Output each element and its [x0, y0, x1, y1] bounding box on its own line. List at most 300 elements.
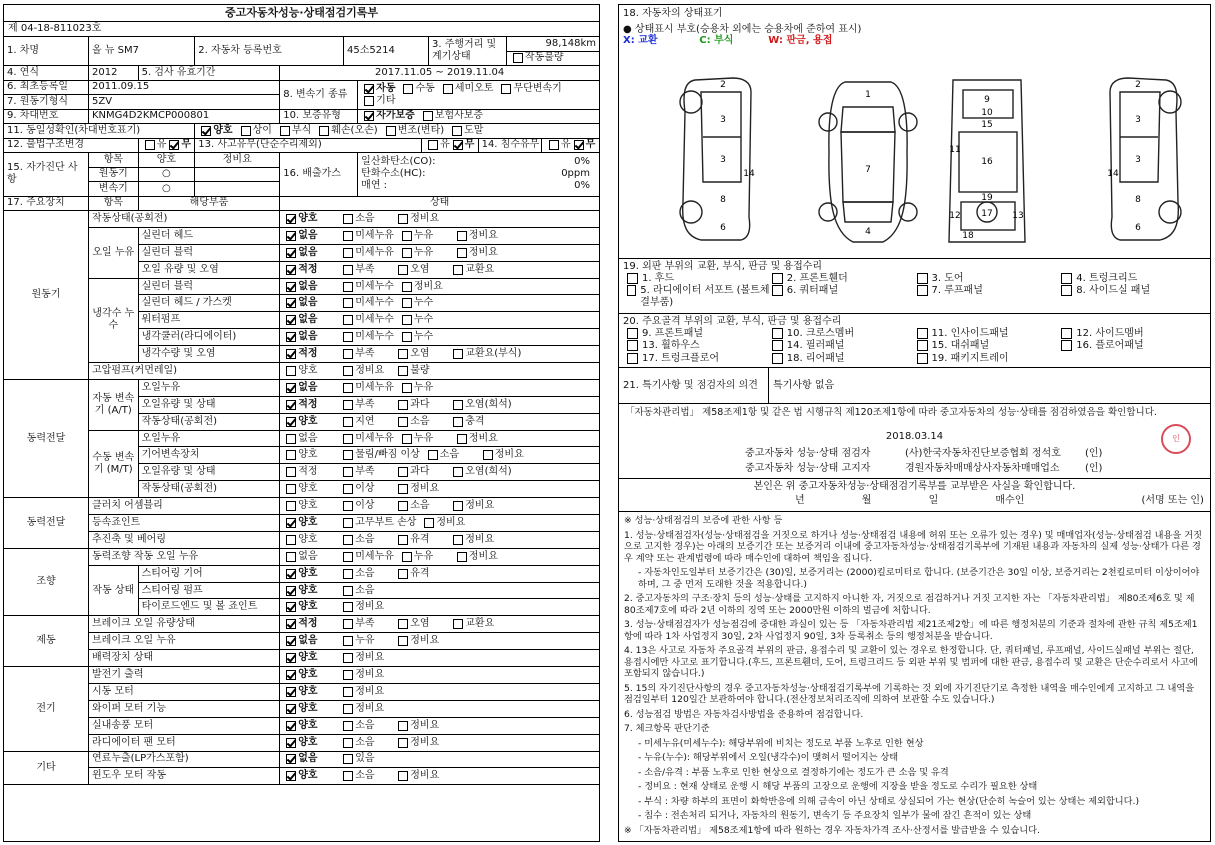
state-checkbox[interactable] — [286, 434, 296, 444]
state-option[interactable]: 교환요 — [450, 618, 500, 630]
state-option[interactable]: 양호 — [283, 770, 335, 782]
state-checkbox[interactable] — [398, 484, 408, 494]
state-checkbox[interactable] — [343, 738, 353, 748]
state-checkbox[interactable] — [286, 366, 296, 376]
state-option[interactable]: 오염(희석) — [450, 466, 511, 478]
state-option[interactable]: 누수 — [399, 314, 449, 326]
state-option[interactable]: 누유 — [399, 382, 449, 394]
state-option[interactable]: 부족 — [340, 348, 390, 360]
state-checkbox[interactable] — [343, 467, 353, 477]
state-checkbox[interactable] — [343, 721, 353, 731]
state-checkbox[interactable] — [343, 670, 353, 680]
state-option[interactable]: 정비요 — [340, 365, 390, 377]
receipt-buyer: 매수인 — [995, 494, 1025, 506]
state-option[interactable]: 오염 — [395, 348, 445, 360]
state-checkbox[interactable] — [453, 417, 463, 427]
s19-item-checkbox[interactable] — [917, 273, 928, 284]
state-checkbox[interactable] — [398, 265, 408, 275]
state-checkbox[interactable] — [286, 450, 296, 460]
state-checkbox[interactable] — [286, 771, 296, 781]
state-option[interactable]: 소음 — [340, 534, 390, 546]
state-checkbox[interactable] — [398, 619, 408, 629]
state-option[interactable]: 양호 — [283, 703, 335, 715]
state-checkbox[interactable] — [286, 332, 296, 342]
state-checkbox[interactable] — [343, 349, 353, 359]
state-option[interactable]: 정비요 — [454, 247, 504, 259]
s20-item-checkbox[interactable] — [917, 340, 928, 351]
state-checkbox[interactable] — [286, 738, 296, 748]
s19-item-checkbox[interactable] — [627, 273, 638, 284]
state-option[interactable]: 소음 — [340, 737, 390, 749]
state-checkbox[interactable] — [343, 400, 353, 410]
state-option[interactable]: 고무부트 손상 — [340, 517, 416, 529]
state-option[interactable]: 과다 — [395, 399, 445, 411]
state-checkbox[interactable] — [286, 569, 296, 579]
state-checkbox[interactable] — [343, 282, 353, 292]
state-option[interactable]: 충격 — [450, 416, 500, 428]
state-checkbox[interactable] — [402, 383, 412, 393]
state-option[interactable]: 없음 — [283, 331, 335, 343]
id-altered[interactable]: 변조(변타) — [383, 125, 444, 137]
state-checkbox[interactable] — [286, 417, 296, 427]
state-option[interactable]: 양호 — [283, 652, 335, 664]
gauge-fault-opt[interactable]: 작동불량 — [507, 52, 599, 67]
state-option[interactable]: 미세누유 — [340, 551, 394, 563]
state-checkbox[interactable] — [343, 366, 353, 376]
s19-item[interactable]: 8. 사이드실 패널 — [1061, 285, 1206, 308]
state-checkbox[interactable] — [398, 721, 408, 731]
s20-item-checkbox[interactable] — [772, 340, 783, 351]
state-checkbox[interactable] — [343, 450, 353, 460]
s19-item[interactable]: 1. 후드 — [627, 273, 772, 285]
s19-item[interactable]: 5. 라디에이터 서포트 (볼트체결부품) — [627, 285, 772, 308]
state-checkbox[interactable] — [402, 552, 412, 562]
s19-item[interactable]: 4. 트렁크리드 — [1061, 273, 1206, 285]
state-checkbox[interactable] — [343, 315, 353, 325]
state-option[interactable]: 적정 — [283, 466, 335, 478]
state-option[interactable]: 누수 — [399, 297, 449, 309]
state-option[interactable]: 양호 — [283, 449, 335, 461]
s19-item-checkbox[interactable] — [917, 285, 928, 296]
state-checkbox[interactable] — [286, 265, 296, 275]
s20-item[interactable]: 10. 크로스멤버 — [772, 328, 917, 340]
warranty-self[interactable]: 자가보증 — [361, 110, 415, 122]
state-option[interactable]: 소음 — [340, 720, 390, 732]
s20-item-checkbox[interactable] — [772, 353, 783, 364]
state-checkbox[interactable] — [286, 636, 296, 646]
s19-item[interactable]: 7. 루프패널 — [917, 285, 1062, 308]
label-validity: 5. 검사 유효기간 — [139, 66, 281, 81]
state-option[interactable]: 양호 — [283, 568, 335, 580]
state-option[interactable]: 양호 — [283, 669, 335, 681]
state-option[interactable]: 교환요(부식) — [450, 348, 521, 360]
state-checkbox[interactable] — [343, 586, 353, 596]
num-left-14: 14 — [743, 168, 755, 179]
state-checkbox[interactable] — [343, 265, 353, 275]
s19-item-checkbox[interactable] — [1061, 285, 1072, 296]
state-option[interactable]: 소음 — [395, 416, 445, 428]
gauge-fault-checkbox[interactable] — [513, 53, 523, 63]
state-option[interactable]: 양호 — [283, 500, 335, 512]
state-checkbox[interactable] — [343, 687, 353, 697]
state-checkbox[interactable] — [398, 535, 408, 545]
state-option[interactable]: 정비요 — [395, 737, 445, 749]
state-checkbox[interactable] — [343, 569, 353, 579]
state-checkbox[interactable] — [286, 467, 296, 477]
s20-item-checkbox[interactable] — [1061, 328, 1072, 339]
state-checkbox[interactable] — [286, 653, 296, 663]
state-checkbox[interactable] — [343, 248, 353, 258]
state-option[interactable]: 부족 — [340, 399, 390, 411]
state-checkbox[interactable] — [453, 349, 463, 359]
state-option[interactable]: 적정 — [283, 399, 335, 411]
s20-item[interactable]: 14. 필러패널 — [772, 340, 917, 352]
state-checkbox[interactable] — [343, 704, 353, 714]
state-option[interactable]: 소음 — [425, 449, 475, 461]
state-checkbox[interactable] — [398, 738, 408, 748]
state-option[interactable]: 양호 — [283, 483, 335, 495]
state-checkbox[interactable] — [457, 434, 467, 444]
trans-auto[interactable]: 자동 — [361, 83, 395, 95]
state-option[interactable]: 양호 — [283, 416, 335, 428]
state-checkbox[interactable] — [286, 721, 296, 731]
state-option[interactable]: 정비요 — [454, 551, 504, 563]
s20-item-checkbox[interactable] — [1061, 340, 1072, 351]
device-part: 오일누유 — [139, 380, 281, 397]
state-checkbox[interactable] — [286, 535, 296, 545]
state-checkbox[interactable] — [424, 518, 434, 528]
state-option[interactable]: 없음 — [283, 297, 335, 309]
state-checkbox[interactable] — [286, 704, 296, 714]
state-checkbox[interactable] — [398, 400, 408, 410]
state-checkbox[interactable] — [398, 366, 408, 376]
receipt-year: 년 — [795, 494, 805, 506]
state-option[interactable]: 정비요 — [395, 213, 445, 225]
page-title: 중고자동차성능·상태점검기록부 — [4, 5, 599, 22]
self-head-repair: 정비요 — [195, 153, 280, 168]
state-option[interactable]: 정비요 — [340, 686, 390, 698]
state-checkbox[interactable] — [453, 535, 463, 545]
state-checkbox[interactable] — [398, 214, 408, 224]
state-option[interactable]: 소음 — [340, 770, 390, 782]
state-checkbox[interactable] — [453, 265, 463, 275]
state-option[interactable]: 유격 — [395, 568, 445, 580]
num-left-3b: 3 — [720, 154, 726, 165]
state-checkbox[interactable] — [286, 670, 296, 680]
state-option[interactable]: 양호 — [283, 686, 335, 698]
state-option[interactable]: 없음 — [283, 230, 335, 242]
device-part: 라디에이터 팬 모터 — [89, 735, 280, 752]
state-checkbox[interactable] — [398, 349, 408, 359]
state-option[interactable]: 정비요 — [340, 669, 390, 681]
s19-item[interactable]: 2. 프론트휀더 — [772, 273, 917, 285]
note-line: - 정비요 : 현재 상태로 운행 시 해당 부품의 고장으로 운행에 지장을 받을 정도로 수리가 필요한 상태 — [638, 781, 1038, 792]
legend — [623, 35, 1206, 47]
trans-semi[interactable]: 세미오토 — [440, 83, 494, 95]
s19-item-checkbox[interactable] — [772, 285, 783, 296]
state-checkbox[interactable] — [286, 315, 296, 325]
state-checkbox[interactable] — [343, 434, 353, 444]
state-checkbox[interactable] — [402, 248, 412, 258]
state-checkbox[interactable] — [398, 771, 408, 781]
state-option[interactable]: 양호 — [283, 720, 335, 732]
state-option[interactable]: 누유 — [340, 635, 390, 647]
state-option[interactable]: 없음 — [283, 753, 335, 765]
id-good[interactable]: 양호 — [198, 125, 232, 137]
state-option[interactable]: 이상 — [340, 483, 390, 495]
state-checkbox[interactable] — [453, 501, 463, 511]
note-line: 2. 중고자동차의 구조·장치 등의 성능·상태를 고지하지 아니한 자, 거짓으로 점검하거나 거짓 고지한 자는 「자동차관리법」 제80조제6호 및 제80조제7호에 따라 2년 이하의 징역 또는 2000만원 이하의 벌금에 처합니다. — [624, 593, 1195, 616]
state-checkbox[interactable] — [453, 400, 463, 410]
state-option[interactable]: 오염 — [395, 264, 445, 276]
state-option[interactable]: 미세누수 — [340, 331, 394, 343]
car-diagram — [623, 49, 1206, 255]
state-checkbox[interactable] — [343, 535, 353, 545]
s20-item[interactable]: 12. 사이드멤버 — [1061, 328, 1206, 340]
state-option[interactable]: 물림/빠짐 이상 — [340, 449, 420, 461]
state-checkbox[interactable] — [457, 231, 467, 241]
s20-item-checkbox[interactable] — [772, 328, 783, 339]
state-option[interactable]: 미세누유 — [340, 247, 394, 259]
device-part: 배력장치 상태 — [89, 650, 280, 667]
confirm-section — [619, 404, 1210, 479]
s19-item[interactable]: 3. 도어 — [917, 273, 1062, 285]
state-checkbox[interactable] — [343, 231, 353, 241]
s20-item[interactable]: 11. 인사이드패널 — [917, 328, 1062, 340]
state-option[interactable]: 양호 — [283, 601, 335, 613]
state-option[interactable]: 적정 — [283, 348, 335, 360]
state-option[interactable]: 이상 — [340, 500, 390, 512]
state-option[interactable]: 부족 — [340, 264, 390, 276]
state-checkbox[interactable] — [286, 518, 296, 528]
state-option[interactable]: 소음 — [340, 213, 390, 225]
state-checkbox[interactable] — [398, 467, 408, 477]
id-corrosion[interactable]: 부식 — [277, 125, 311, 137]
state-checkbox[interactable] — [286, 586, 296, 596]
device-part: 브레이크 오일 누유 — [89, 633, 280, 650]
state-option[interactable]: 있음 — [340, 753, 390, 765]
state-checkbox[interactable] — [286, 552, 296, 562]
state-checkbox[interactable] — [286, 619, 296, 629]
state-option[interactable]: 적정 — [283, 264, 335, 276]
state-checkbox[interactable] — [286, 754, 296, 764]
state-checkbox[interactable] — [343, 602, 353, 612]
state-option[interactable]: 정비요 — [399, 281, 449, 293]
state-checkbox[interactable] — [286, 282, 296, 292]
state-option[interactable]: 소음 — [340, 568, 390, 580]
state-option[interactable]: 부족 — [340, 618, 390, 630]
state-option[interactable]: 정비요 — [395, 770, 445, 782]
state-checkbox[interactable] — [402, 282, 412, 292]
state-option[interactable]: 정비요 — [395, 483, 445, 495]
state-checkbox[interactable] — [286, 400, 296, 410]
state-option[interactable]: 양호 — [283, 517, 335, 529]
state-option[interactable]: 정비요 — [340, 601, 390, 613]
state-option[interactable]: 과다 — [395, 466, 445, 478]
state-option[interactable]: 소음 — [395, 500, 445, 512]
state-option[interactable]: 미세누수 — [340, 314, 394, 326]
s20-item[interactable]: 16. 플로어패널 — [1061, 340, 1206, 352]
num-right-8: 8 — [1135, 194, 1141, 205]
state-checkbox[interactable] — [343, 383, 353, 393]
state-option[interactable]: 미세누수 — [340, 297, 394, 309]
trans-manual[interactable]: 수동 — [400, 83, 434, 95]
s20-item-checkbox[interactable] — [627, 340, 638, 351]
state-option[interactable]: 없음 — [283, 281, 335, 293]
state-checkbox[interactable] — [402, 332, 412, 342]
state-checkbox[interactable] — [343, 417, 353, 427]
s20-item-checkbox[interactable] — [917, 353, 928, 364]
state-option[interactable]: 불량 — [395, 365, 445, 377]
state-option[interactable]: 없음 — [283, 551, 335, 563]
validity: 2017.11.05 ~ 2019.11.04 — [280, 66, 599, 81]
state-checkbox[interactable] — [398, 501, 408, 511]
state-option[interactable]: 오염(희석) — [450, 399, 511, 411]
state-checkbox[interactable] — [343, 636, 353, 646]
state-option[interactable]: 정비요 — [454, 433, 504, 445]
state-option[interactable]: 부족 — [340, 466, 390, 478]
state-option[interactable]: 미세누유 — [340, 230, 394, 242]
state-option[interactable]: 없음 — [283, 382, 335, 394]
state-checkbox[interactable] — [343, 214, 353, 224]
id-damage[interactable]: 훼손(오손) — [316, 125, 377, 137]
id-painted[interactable]: 도말 — [449, 125, 483, 137]
state-option[interactable]: 정비요 — [480, 449, 530, 461]
state-checkbox[interactable] — [343, 298, 353, 308]
state-option[interactable]: 정비요 — [450, 534, 500, 546]
state-option[interactable]: 없음 — [283, 433, 335, 445]
state-checkbox[interactable] — [343, 771, 353, 781]
state-option[interactable]: 정비요 — [340, 652, 390, 664]
state-option[interactable]: 없음 — [283, 635, 335, 647]
state-checkbox[interactable] — [428, 450, 438, 460]
main-head-state: 상태 — [280, 197, 599, 212]
s20-item[interactable]: 9. 프론트패널 — [627, 328, 772, 340]
state-option[interactable]: 정비요 — [395, 720, 445, 732]
state-checkbox[interactable] — [457, 552, 467, 562]
device-part: 오일 유량 및 오염 — [139, 262, 281, 279]
note-line: 6. 성능점검 방법은 자동차검사방법을 준용하여 점검합니다. — [624, 708, 864, 720]
state-option[interactable]: 정비요 — [454, 230, 504, 242]
state-checkbox[interactable] — [398, 569, 408, 579]
state-option[interactable]: 오염 — [395, 618, 445, 630]
s20-item[interactable]: 13. 휠하우스 — [627, 340, 772, 352]
state-option[interactable]: 정비요 — [450, 500, 500, 512]
state-option[interactable]: 양호 — [283, 737, 335, 749]
id-diff[interactable]: 상이 — [238, 125, 272, 137]
device-state-options — [280, 346, 599, 363]
state-option[interactable]: 미세누유 — [340, 433, 394, 445]
state-checkbox[interactable] — [343, 501, 353, 511]
state-checkbox[interactable] — [343, 653, 353, 663]
state-checkbox[interactable] — [483, 450, 493, 460]
state-checkbox[interactable] — [457, 248, 467, 258]
state-checkbox[interactable] — [343, 518, 353, 528]
label-self-diag: 15. 자가진단 사항 — [4, 153, 89, 197]
note-line: - 부식 : 차량 하부의 표면이 화학반응에 의해 금속이 아닌 상태로 상실되어 가는 현상(단순히 녹슬어 있는 상태는 제외합니다.) — [638, 795, 1140, 807]
warranty-insurer[interactable]: 보험사보증 — [420, 110, 483, 122]
device-state-options — [280, 397, 599, 414]
state-checkbox[interactable] — [398, 417, 408, 427]
state-checkbox[interactable] — [286, 687, 296, 697]
s19-item-checkbox[interactable] — [627, 285, 636, 296]
device-state-options — [280, 532, 599, 549]
state-checkbox[interactable] — [286, 298, 296, 308]
state-checkbox[interactable] — [286, 501, 296, 511]
device-subgroup: 오일 누유 — [89, 228, 139, 279]
state-option[interactable]: 정비요 — [340, 703, 390, 715]
state-checkbox[interactable] — [402, 434, 412, 444]
state-checkbox[interactable] — [398, 636, 408, 646]
state-option[interactable]: 소음 — [340, 585, 390, 597]
section-19 — [619, 259, 1210, 314]
state-option[interactable]: 유격 — [395, 534, 445, 546]
state-checkbox[interactable] — [343, 484, 353, 494]
state-option[interactable]: 없음 — [283, 247, 335, 259]
s20-item-checkbox[interactable] — [917, 328, 928, 339]
state-checkbox[interactable] — [286, 248, 296, 258]
s19-item-checkbox[interactable] — [1061, 273, 1072, 284]
state-checkbox[interactable] — [286, 349, 296, 359]
state-checkbox[interactable] — [286, 484, 296, 494]
state-checkbox[interactable] — [402, 231, 412, 241]
s20-item-checkbox[interactable] — [627, 353, 638, 364]
state-checkbox[interactable] — [402, 298, 412, 308]
main-head-item: 항목 — [89, 197, 139, 212]
state-checkbox[interactable] — [286, 602, 296, 612]
state-checkbox[interactable] — [453, 467, 463, 477]
state-checkbox[interactable] — [343, 619, 353, 629]
s19-item-checkbox[interactable] — [772, 273, 783, 284]
state-checkbox[interactable] — [343, 754, 353, 764]
state-checkbox[interactable] — [286, 383, 296, 393]
state-checkbox[interactable] — [286, 231, 296, 241]
state-option[interactable]: 양호 — [283, 365, 335, 377]
state-option[interactable]: 미세누수 — [340, 281, 394, 293]
state-checkbox[interactable] — [453, 619, 463, 629]
note-line: 1. 성능·상태점검자(성능·상태점검을 거짓으로 하거나 성능·상태점검 내용에 허위 또는 오류가 있는 경우) 및 매매업자(성능·상태점검 내용을 거짓으로 고지한 경우)는 아래의 보증기간 또는 보증거리 이내에 중고자동차성능·상태점검기록부에 기재된 내용과 자동차의 실제 성능·상태가 다른 경우 계약 또는 관계법령에 따라 매수인에 대하여 책임을 집니다. — [624, 529, 1202, 564]
state-option[interactable]: 미세누유 — [340, 382, 394, 394]
state-option[interactable]: 지연 — [340, 416, 390, 428]
state-option[interactable]: 교환요 — [450, 264, 500, 276]
state-option[interactable]: 누유 — [399, 433, 449, 445]
state-option[interactable]: 양호 — [283, 213, 335, 225]
state-option[interactable]: 양호 — [283, 585, 335, 597]
state-option[interactable]: 누유 — [399, 551, 449, 563]
device-state-options — [280, 363, 599, 380]
trans-etc[interactable]: 기타 — [361, 95, 395, 107]
state-option[interactable]: 누유 — [399, 247, 449, 259]
state-checkbox[interactable] — [343, 332, 353, 342]
state-option[interactable]: 없음 — [283, 314, 335, 326]
state-option[interactable]: 정비요 — [421, 517, 471, 529]
s19-item[interactable]: 6. 쿼터패널 — [772, 285, 917, 308]
state-option[interactable]: 적정 — [283, 618, 335, 630]
state-option[interactable]: 누수 — [399, 331, 449, 343]
s20-item[interactable]: 18. 리어패널 — [772, 353, 917, 365]
state-option[interactable]: 누유 — [399, 230, 449, 242]
state-option[interactable]: 양호 — [283, 534, 335, 546]
state-option[interactable]: 정비요 — [395, 635, 445, 647]
trans-cvt[interactable]: 무단변속기 — [498, 83, 561, 95]
state-checkbox[interactable] — [343, 552, 353, 562]
state-checkbox[interactable] — [402, 315, 412, 325]
state-checkbox[interactable] — [286, 214, 296, 224]
s20-item[interactable]: 15. 대쉬패널 — [917, 340, 1062, 352]
s20-item-checkbox[interactable] — [627, 328, 638, 339]
s20-item[interactable]: 17. 트렁크플로어 — [627, 353, 772, 365]
s20-item[interactable]: 19. 패키지트레이 — [917, 353, 1062, 365]
